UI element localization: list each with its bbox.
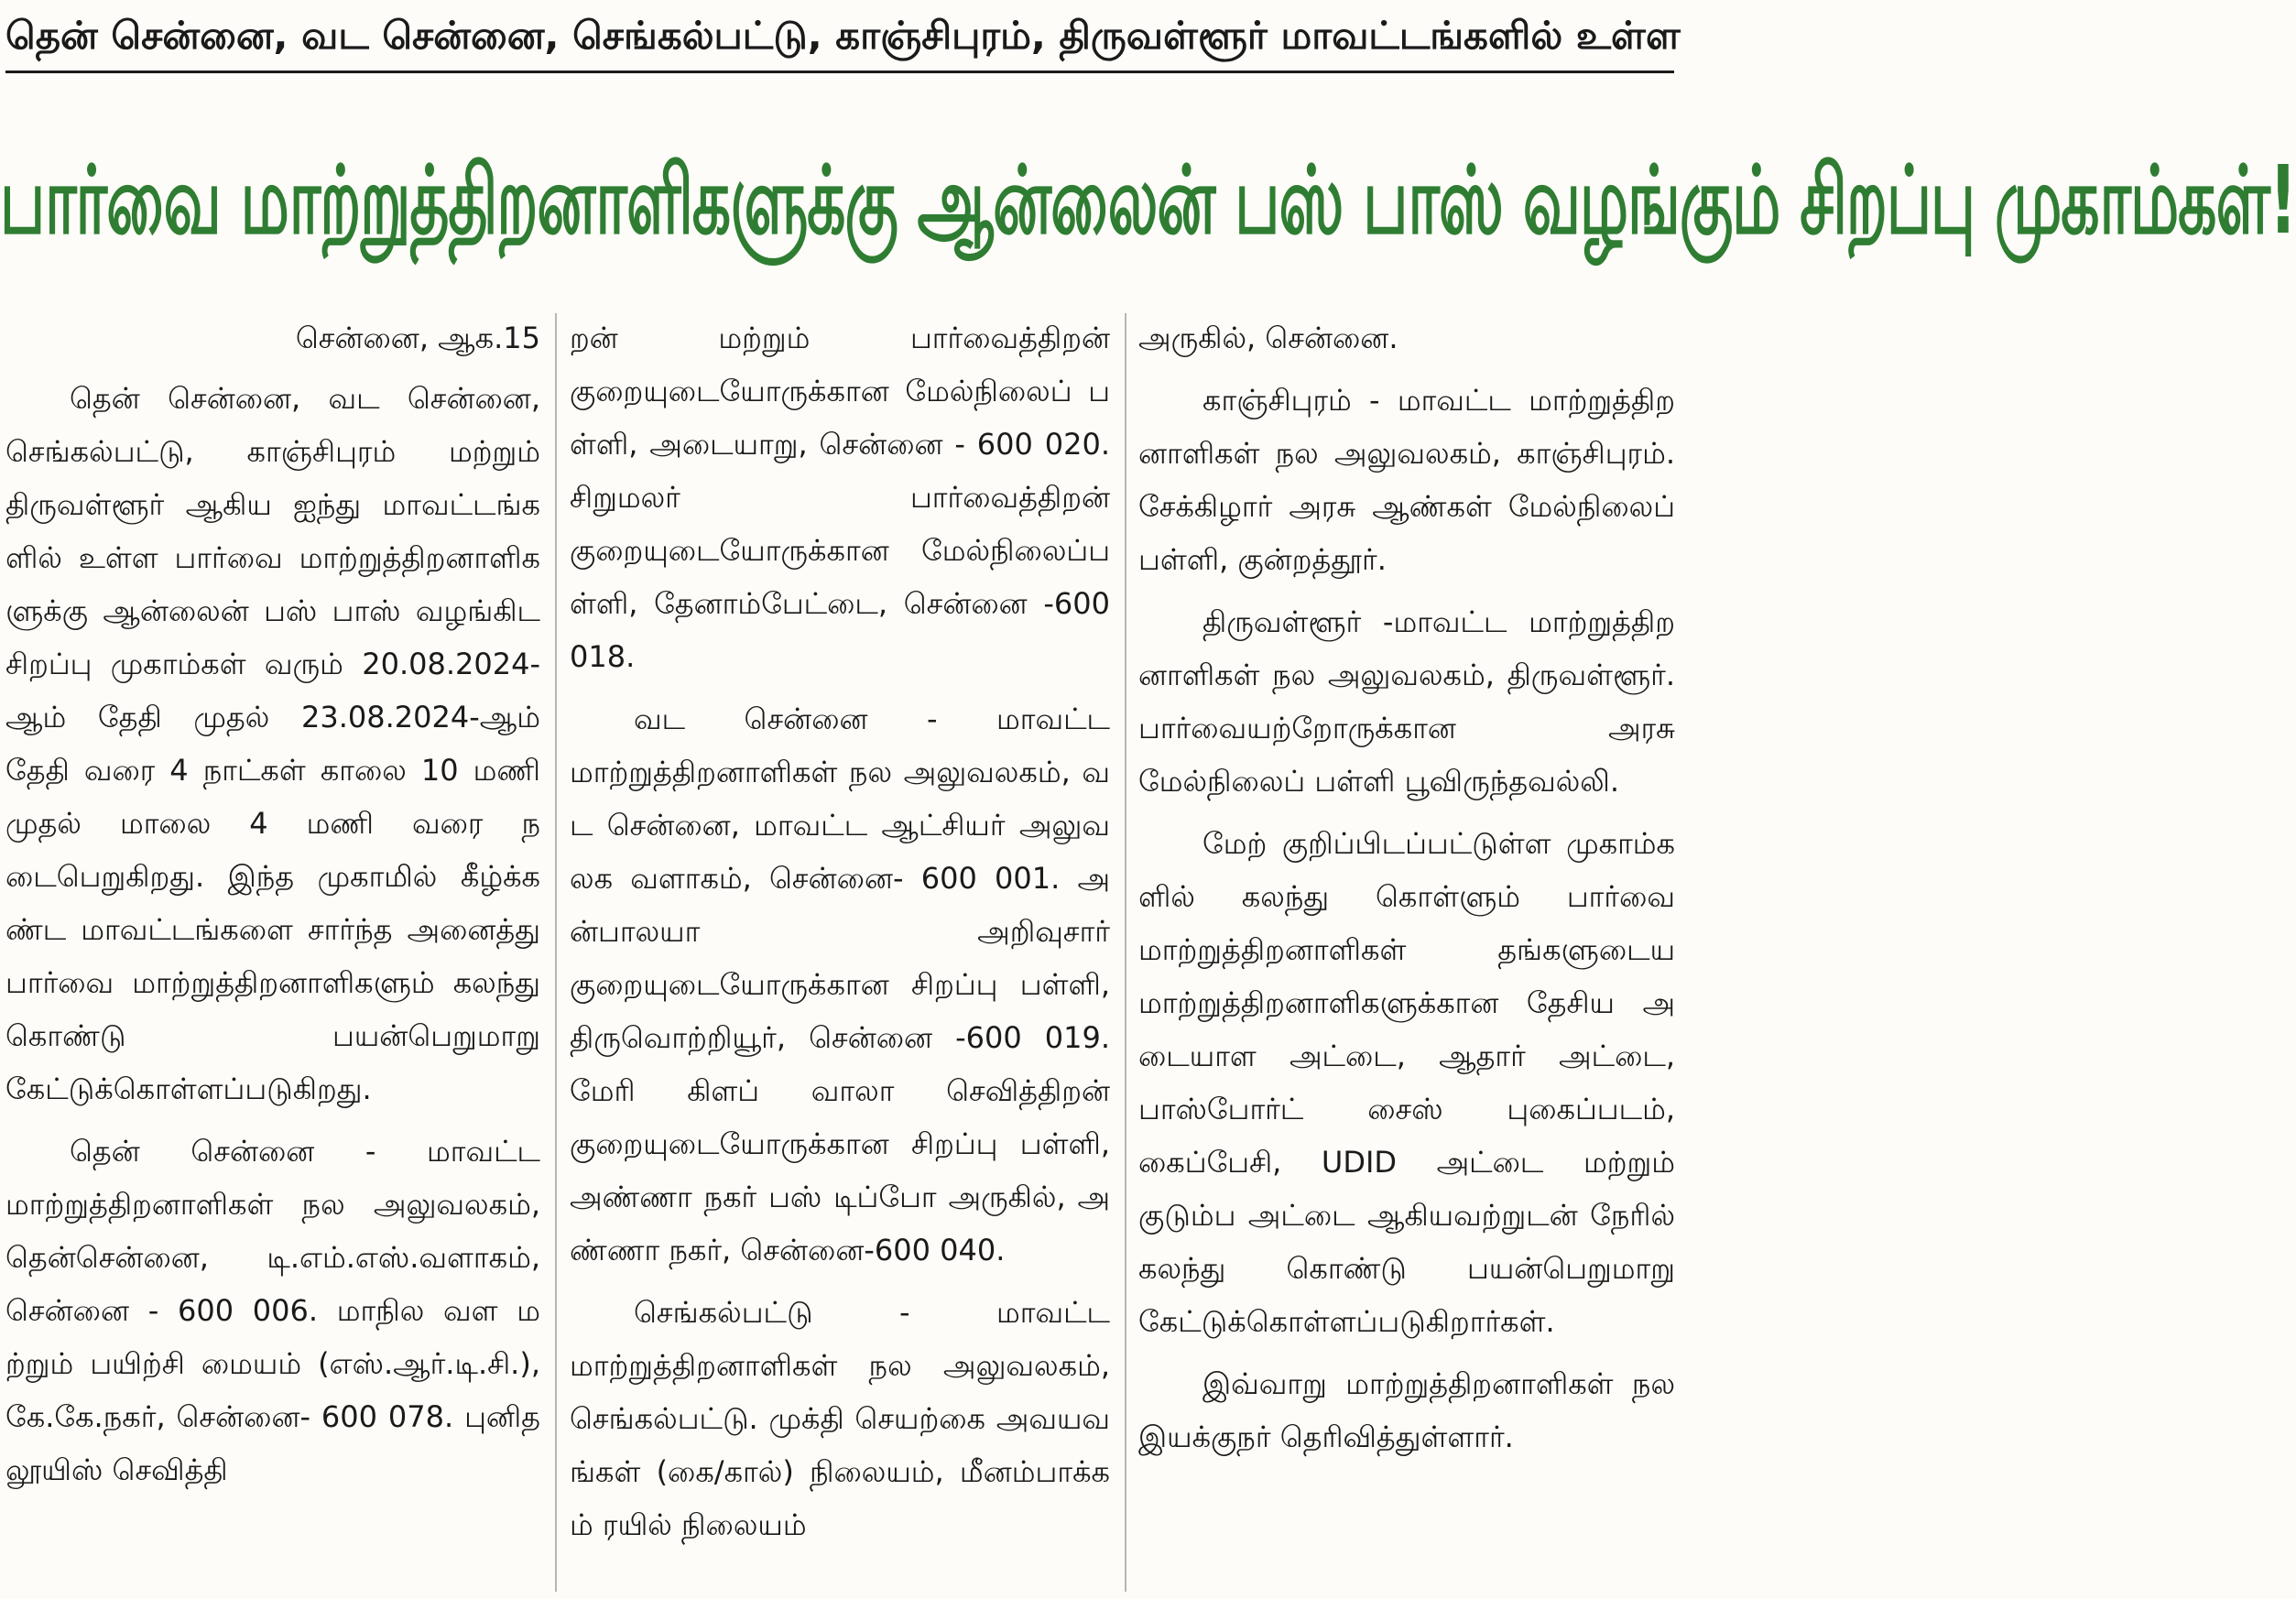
headline: பார்வை மாற்றுத்திறனாளிகளுக்கு ஆன்லைன் பஸ் பாஸ் வழங்கும் சிறப்பு முகாம்கள்!: [0, 146, 2296, 256]
paragraph-chengalpattu: செங்கல்பட்டு - மாவட்ட மாற்றுத்திறனாளிகள் நல அலுவலகம், செங்கல்பட்டு. முக்தி செயற்கை அவயவங்கள் (கை/கால்) நிலையம், மீனம்பாக்கம் ரயில் நிலையம்: [570, 1295, 1110, 1542]
paragraph-continued: றன் மற்றும் பார்வைத்திறன் குறையுடையோருக்கான மேல்நிலைப் பள்ளி, அடையாறு, சென்னை - 600 020. சிறுமலர் பார்வைத்திறன் குறையுடையோருக்கான மேல்நிலைப்பள்ளி, தேனாம்பேட்டை, சென்னை -600 018.: [570, 321, 1110, 674]
column-divider: [555, 313, 557, 1592]
kicker-line: தென் சென்னை, வட சென்னை, செங்கல்பட்டு, காஞ்சிபுரம், திருவள்ளூர் மாவட்டங்களில் உள்ள: [5, 2, 1674, 73]
dateline: சென்னை, ஆக.15: [295, 321, 540, 355]
article-column-1: [5, 311, 540, 1594]
paragraph-tiruvallur: திருவள்ளூர் -மாவட்ட மாற்றுத்திறனாளிகள் நல அலுவலகம், திருவள்ளூர். பார்வையற்றோருக்கான அரசு மேல்நிலைப் பள்ளி பூவிருந்தவல்லி.: [1138, 604, 1675, 799]
paragraph-documents: மேற் குறிப்பிடப்பட்டுள்ள முகாம்களில் கலந்து கொள்ளும் பார்வை மாற்றுத்திறனாளிகள் தங்களுடைய மாற்றுத்திறனாளிகளுக்கான தேசிய அடையாள அட்டை, ஆதார் அட்டை, பாஸ்போர்ட் சைஸ் புகைப்படம், கைப்பேசி, UDID அட்டை மற்றும் குடும்ப அட்டை ஆகியவற்றுடன் நேரில் கலந்து கொண்டு பயன்பெறுமாறு கேட்டுக்கொள்ளப்படுகிறார்கள்.: [1138, 826, 1675, 1339]
column-divider: [1125, 313, 1126, 1592]
article-column-3: [1138, 311, 1675, 1594]
paragraph-intro: தென் சென்னை, வட சென்னை, செங்கல்பட்டு, காஞ்சிபுரம் மற்றும் திருவள்ளூர் ஆகிய ஐந்து மாவட்டங்களில் உள்ள பார்வை மாற்றுத்திறனாளிகளுக்கு ஆன்லைன் பஸ் பாஸ் வழங்கிட சிறப்பு முகாம்கள் வரும் 20.08.2024-ஆம் தேதி முதல் 23.08.2024-ஆம் தேதி வரை 4 நாட்கள் காலை 10 மணி முதல் மாலை 4 மணி வரை நடைபெறுகிறது. இந்த முகாமில் கீழ்க்கண்ட மாவட்டங்களை சார்ந்த அனைத்து பார்வை மாற்றுத்திறனாளிகளும் கலந்து கொண்டு பயன்பெறுமாறு கேட்டுக்கொள்ளப்படுகிறது.: [5, 381, 540, 1106]
paragraph-continued: அருகில், சென்னை.: [1138, 321, 1398, 355]
article-column-2: [570, 311, 1110, 1594]
paragraph-kanchipuram: காஞ்சிபுரம் - மாவட்ட மாற்றுத்திறனாளிகள் நல அலுவலகம், காஞ்சிபுரம். சேக்கிழார் அரசு ஆண்கள் மேல்நிலைப் பள்ளி, குன்றத்தூர்.: [1138, 383, 1675, 577]
paragraph-north-chennai: வட சென்னை - மாவட்ட மாற்றுத்திறனாளிகள் நல அலுவலகம், வட சென்னை, மாவட்ட ஆட்சியர் அலுவலக வளாகம், சென்னை- 600 001. அன்பாலயா அறிவுசார் குறையுடையோருக்கான சிறப்பு பள்ளி, திருவொற்றியூர், சென்னை -600 019. மேரி கிளப் வாலா செவித்திறன் குறையுடையோருக்கான சிறப்பு பள்ளி, அண்ணா நகர் பஸ் டிப்போ அருகில், அண்ணா நகர், சென்னை-600 040.: [570, 702, 1110, 1267]
paragraph-south-chennai: தென் சென்னை - மாவட்ட மாற்றுத்திறனாளிகள் நல அலுவலகம், தென்சென்னை, டி.எம்.எஸ்.வளாகம், சென்னை - 600 006. மாநில வள மற்றும் பயிற்சி மையம் (எஸ்.ஆர்.டி.சி.), கே.கே.நகர், சென்னை- 600 078. புனித லூயிஸ் செவித்தி: [5, 1134, 540, 1487]
paragraph-closing: இவ்வாறு மாற்றுத்திறனாளிகள் நல இயக்குநர் தெரிவித்துள்ளார்.: [1138, 1366, 1675, 1454]
